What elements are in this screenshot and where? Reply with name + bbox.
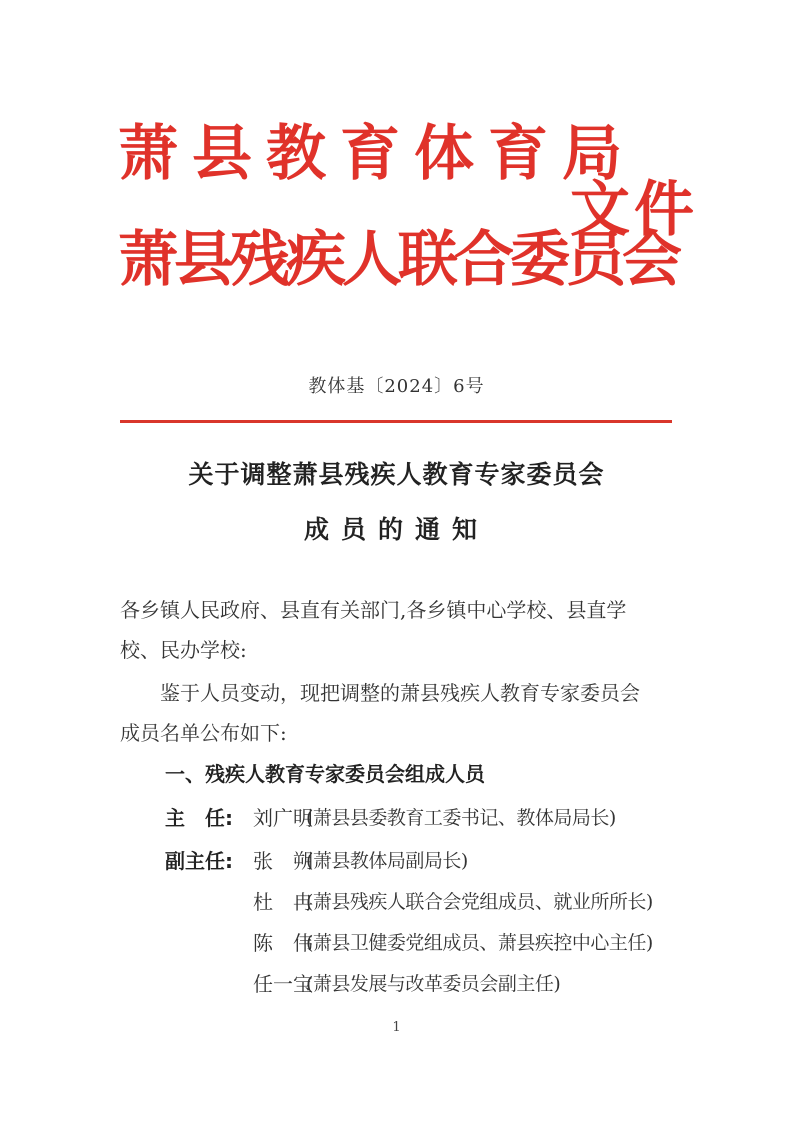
intro-line-2: 成员名单公布如下:	[120, 721, 287, 745]
member-title: (萧县残疾人联合会党组成员、就业所所长)	[306, 891, 653, 913]
member-name: 刘广明	[253, 806, 313, 830]
section-heading: 一、残疾人教育专家委员会组成人员	[165, 762, 485, 786]
notice-title-line-1: 关于调整萧县残疾人教育专家委员会	[188, 460, 605, 489]
document-number: 教体基〔2024〕6号	[308, 376, 485, 397]
member-name: 杜 冉	[253, 890, 313, 914]
member-title: (萧县卫健委党组成员、萧县疾控中心主任)	[306, 932, 653, 954]
vice-chair-label: 副主任:	[165, 849, 233, 873]
document-header	[118, 108, 698, 318]
issuer-name-disabled-federation: 萧县残疾人联合委员会	[118, 225, 678, 295]
recipients-line-1: 各乡镇人民政府、县直有关部门,各乡镇中心学校、县直学	[120, 598, 627, 622]
intro-line-1: 鉴于人员变动，现把调整的萧县残疾人教育专家委员会	[120, 681, 640, 705]
member-name: 任一宝	[253, 972, 313, 996]
member-title: (萧县发展与改革委员会副主任)	[306, 973, 561, 995]
header-divider	[120, 420, 672, 423]
chair-label: 主 任:	[165, 806, 233, 830]
member-title: (萧县教体局副局长)	[306, 850, 468, 872]
notice-title-line-2: 成员的通知	[303, 515, 489, 544]
issuer-name-education-bureau: 萧县教育体育局	[118, 119, 636, 189]
member-name: 陈 伟	[253, 931, 313, 955]
member-title: (萧县县委教育工委书记、教体局局长)	[306, 807, 616, 829]
member-name: 张 朔	[253, 849, 313, 873]
recipients-line-2: 校、民办学校:	[120, 638, 247, 662]
document-type-label: 文件	[570, 175, 698, 245]
page-number: 1	[392, 1020, 401, 1035]
